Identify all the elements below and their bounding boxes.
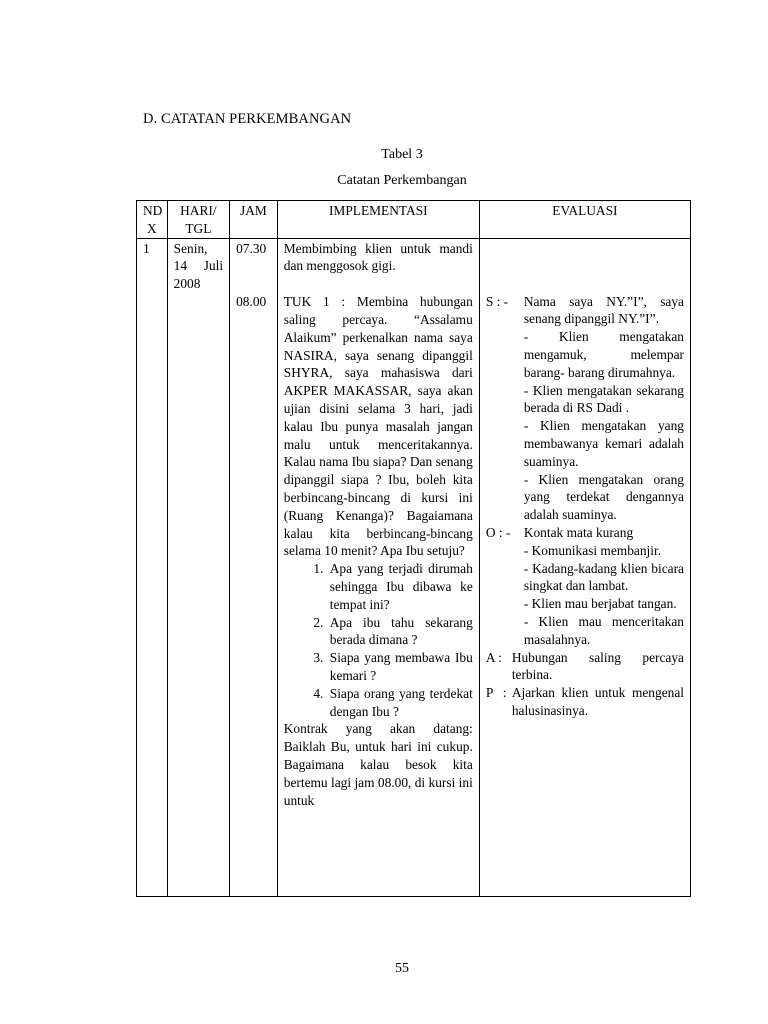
cell-hari-tgl: Senin, 14 Juli 2008 — [167, 238, 229, 896]
header-ndx: ND X — [137, 201, 168, 239]
impl-questions-list — [284, 560, 473, 720]
impl-activity-2: TUK 1 : Membina hubungan saling percaya. “Assalamu Alaikum” perkenalkan nama saya NASIRA, saya senang dipanggil SHYRA, saya mahasiswa dari AKPER MAKASSAR, saya akan ujian disini selama 3 hari, jadi kalau Ibu punya masalah jangan malu untuk menceritakannya. Kalau nama Ibu siapa? Dan senang dipanggil siapa ? Ibu, boleh kita berbincang-bincang di kursi ini (Ruang Kenanga)? Bagaiamana kalau kita berbincang-bincang selama 10 menit? Apa Ibu setuju? — [283, 294, 473, 559]
eval-a-tag: A : — [485, 649, 502, 665]
eval-p-tag: P : — [485, 685, 507, 701]
table-row — [137, 238, 691, 896]
cell-implementasi — [277, 238, 479, 896]
header-hari-tgl: HARI/ TGL — [167, 201, 229, 239]
list-item: 1. Apa yang terjadi dirumah sehingga Ibu dibawa ke tempat ini? — [327, 560, 473, 613]
eval-p-text: Ajarkan klien untuk mengenal halusinasinya. — [511, 685, 684, 718]
eval-objective — [486, 524, 684, 542]
eval-s-item: - Klien mengatakan orang yang terdekat dengannya adalah suaminya. — [523, 471, 684, 523]
impl-closing: Kontrak yang akan datang: Baiklah Bu, untuk hari ini cukup. Bagaimana kalau besok kita bertemu lagi jam 08.00, di kursi ini untuk — [283, 721, 473, 808]
table-header-row — [137, 201, 691, 239]
eval-o-item: - Klien mau menceritakan masalahnya. — [523, 613, 684, 647]
eval-plan — [486, 684, 684, 720]
header-jam: JAM — [230, 201, 278, 239]
page-number: 55 — [395, 961, 409, 976]
jam-2: 08.00 — [236, 294, 267, 310]
eval-o-item: Kontak mata kurang — [523, 524, 634, 540]
cell-jam — [230, 238, 278, 896]
eval-o-item: - Komunikasi membanjir. — [523, 542, 662, 558]
impl-activity-1: Membimbing klien untuk mandi dan menggosok gigi. — [283, 240, 473, 274]
eval-o-item: - Klien mau berjabat tangan. — [523, 596, 677, 612]
eval-subjective — [486, 293, 684, 329]
header-implementasi: IMPLEMENTASI — [277, 201, 479, 239]
header-evaluasi: EVALUASI — [479, 201, 690, 239]
list-item: 2. Apa ibu tahu sekarang berada dimana ? — [327, 614, 473, 650]
eval-o-item: - Kadang-kadang klien bicara singkat dan lambat. — [523, 560, 684, 594]
eval-o-tag: O : - — [485, 524, 511, 540]
cell-ndx: 1 — [137, 238, 168, 896]
eval-s-item: Nama saya NY.”I”, saya senang dipanggil NY.”I”. — [523, 293, 684, 327]
table-number: Tabel 3 — [381, 147, 423, 162]
list-item: 3. Siapa yang membawa Ibu kemari ? — [327, 649, 473, 685]
list-item: 4. Siapa orang yang terdekat dengan Ibu ? — [327, 685, 473, 721]
eval-s-item: - Klien mengatakan yang membawanya kemari adalah suaminya. — [523, 418, 684, 469]
eval-assessment — [486, 649, 684, 685]
table-title: Catatan Perkembangan — [337, 173, 467, 188]
eval-a-text: Hubungan saling percaya terbina. — [511, 649, 684, 683]
progress-notes-table — [136, 200, 691, 897]
eval-s-tag: S : - — [485, 293, 509, 309]
eval-s-item: - Klien mengatakan sekarang berada di RS Dadi . — [523, 382, 684, 416]
eval-s-item: - Klien mengatakan mengamuk, melempar barang- barang dirumahnya. — [523, 329, 684, 380]
jam-1: 07.30 — [236, 240, 267, 256]
cell-evaluasi — [479, 238, 690, 896]
section-heading: D. CATATAN PERKEMBANGAN — [143, 111, 352, 127]
